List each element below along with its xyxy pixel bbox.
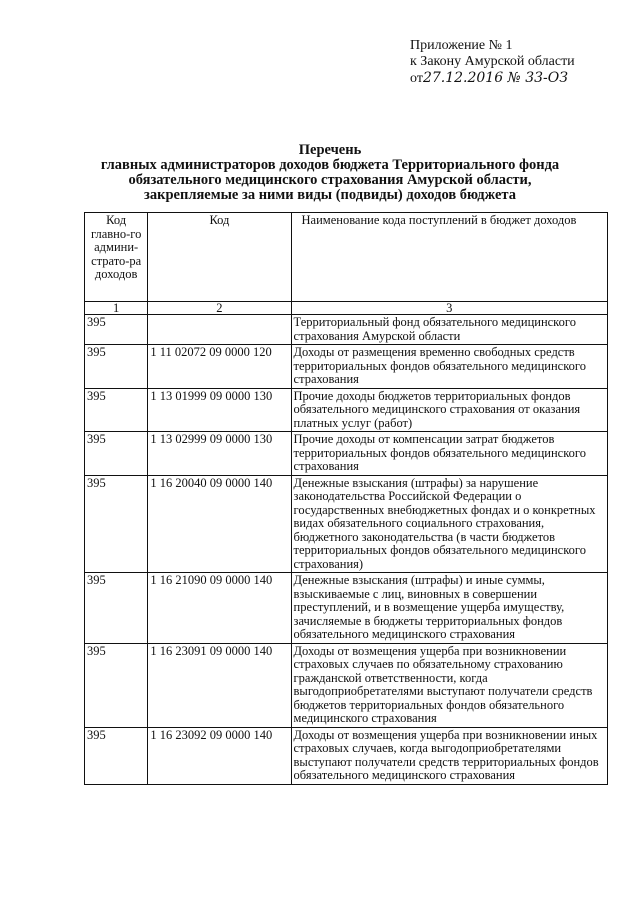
admin-code-cell: 395 bbox=[85, 573, 148, 644]
admin-code-cell: 395 bbox=[85, 388, 148, 432]
table-row bbox=[85, 643, 608, 727]
name-cell: Территориальный фонд обязательного медицинского страхования Амурской области bbox=[291, 315, 607, 345]
header-name: Наименование кода поступлений в бюджет доходов bbox=[291, 213, 607, 302]
table-row bbox=[85, 315, 608, 345]
header-admin-code: Код главно-го админи-страто-ра доходов bbox=[85, 213, 148, 302]
appendix-law-ref: к Закону Амурской области bbox=[410, 54, 575, 69]
title-line-2: главных администраторов доходов бюджета Территориального фонда bbox=[100, 157, 560, 173]
name-cell: Доходы от размещения временно свободных средств территориальных фондов обязательного медицинского страхования bbox=[291, 345, 607, 389]
table-row bbox=[85, 432, 608, 476]
document-title bbox=[60, 143, 600, 203]
name-cell: Прочие доходы от компенсации затрат бюджетов территориальных фондов обязательного медицинского страхования bbox=[291, 432, 607, 476]
name-cell: Доходы от возмещения ущерба при возникновении иных страховых случаев, когда выгодоприобретателями выступают получатели средств территориальных фондов обязательного медицинского страхования bbox=[291, 727, 607, 784]
table-row bbox=[85, 573, 608, 644]
admin-code-cell: 395 bbox=[85, 475, 148, 573]
name-cell: Прочие доходы бюджетов территориальных фондов обязательного медицинского страхования от оказания платных услуг (работ) bbox=[291, 388, 607, 432]
column-number: 3 bbox=[291, 302, 607, 315]
appendix-date-prefix: от bbox=[410, 71, 423, 86]
title-line-4: закрепляемые за ними виды (подвиды) доходов бюджета bbox=[144, 187, 516, 203]
title-line-3: обязательного медицинского страхования Амурской области, bbox=[128, 172, 532, 188]
code-cell: 1 13 01999 09 0000 130 bbox=[148, 388, 291, 432]
table-row bbox=[85, 727, 608, 784]
admin-code-cell: 395 bbox=[85, 315, 148, 345]
name-cell: Денежные взыскания (штрафы) и иные суммы, взыскиваемые с лиц, виновных в совершении преступлений, и в возмещение ущерба имуществу, зачисляемые в бюджеты территориальных фондов обязательного медицинского страхования bbox=[291, 573, 607, 644]
code-cell: 1 16 21090 09 0000 140 bbox=[148, 573, 291, 644]
name-cell: Доходы от возмещения ущерба при возникновении страховых случаев по обязательному страхованию гражданской ответственности, когда выгодоприобретателями выступают получатели средств бюджетов территориальных фондов обязательного медицинского страхования bbox=[291, 643, 607, 727]
table-header-row bbox=[85, 213, 608, 302]
code-cell: 1 16 23091 09 0000 140 bbox=[148, 643, 291, 727]
admin-code-cell: 395 bbox=[85, 345, 148, 389]
code-cell: 1 16 20040 09 0000 140 bbox=[148, 475, 291, 573]
code-cell: 1 11 02072 09 0000 120 bbox=[148, 345, 291, 389]
appendix-title: Приложение № 1 bbox=[410, 38, 513, 53]
admin-code-cell: 395 bbox=[85, 643, 148, 727]
title-line-1: Перечень bbox=[298, 142, 362, 158]
code-cell: 1 13 02999 09 0000 130 bbox=[148, 432, 291, 476]
name-cell: Денежные взыскания (штрафы) за нарушение законодательства Российской Федерации о государственных внебюджетных фондах и о конкретных видах обязательного социального страхования, бюджетного законодательства (в части бюджетов территориальных фондов обязательного медицинского страхования) bbox=[291, 475, 607, 573]
column-number: 2 bbox=[148, 302, 291, 315]
column-number-row bbox=[85, 302, 608, 315]
admin-code-cell: 395 bbox=[85, 727, 148, 784]
table-row bbox=[85, 345, 608, 389]
appendix-handwritten-date: 27.12.2016 № 33-ОЗ bbox=[422, 70, 568, 86]
admin-code-cell: 395 bbox=[85, 432, 148, 476]
table-row bbox=[85, 388, 608, 432]
table-row bbox=[85, 475, 608, 573]
revenue-codes-table bbox=[84, 212, 608, 785]
code-cell bbox=[148, 315, 291, 345]
appendix-block bbox=[410, 38, 625, 87]
appendix-date-line bbox=[410, 70, 625, 87]
header-code: Код bbox=[148, 213, 291, 302]
code-cell: 1 16 23092 09 0000 140 bbox=[148, 727, 291, 784]
column-number: 1 bbox=[85, 302, 148, 315]
